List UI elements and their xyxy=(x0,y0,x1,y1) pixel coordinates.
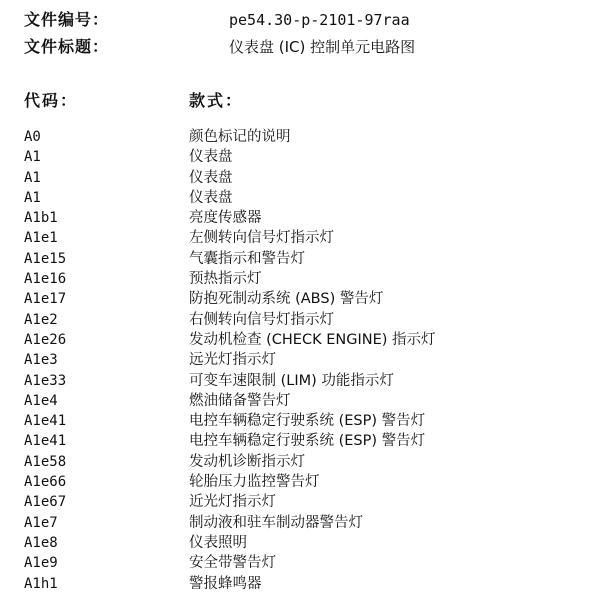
component-description: 颜色标记的说明 xyxy=(189,129,291,145)
component-description: 安全带警告灯 xyxy=(189,555,276,572)
doc-number-value: pe54.30-p-2101-97raa xyxy=(229,11,410,29)
component-description: 右侧转向信号灯指示灯 xyxy=(189,311,334,328)
list-item xyxy=(24,553,584,573)
component-description: 预热指示灯 xyxy=(189,271,262,288)
list-item xyxy=(24,168,584,188)
list-item xyxy=(24,513,584,533)
list-item xyxy=(24,188,584,208)
code-column-header: 代码： xyxy=(24,91,79,110)
component-description: 制动液和驻车制动器警告灯 xyxy=(189,514,363,531)
list-item xyxy=(24,431,584,451)
list-item xyxy=(24,452,584,472)
doc-number-label: 文件编号： xyxy=(24,10,110,29)
component-code: A1e41 xyxy=(24,433,67,450)
list-item xyxy=(24,147,584,167)
list-item xyxy=(24,269,584,289)
list-item xyxy=(24,310,584,330)
component-code: A1e9 xyxy=(24,555,58,572)
component-description: 气囊指示和警告灯 xyxy=(189,250,305,267)
component-code: A1e2 xyxy=(24,311,58,328)
component-list xyxy=(24,127,584,594)
component-code: A1e67 xyxy=(24,494,67,511)
list-item xyxy=(24,289,584,309)
list-item xyxy=(24,228,584,248)
component-description: 燃油储备警告灯 xyxy=(189,392,291,409)
component-code: A1e66 xyxy=(24,474,67,491)
component-description: 轮胎压力监控警告灯 xyxy=(189,474,320,491)
list-item xyxy=(24,249,584,269)
component-description: 近光灯指示灯 xyxy=(189,494,276,511)
component-code: A1e3 xyxy=(24,352,58,369)
component-code: A1 xyxy=(24,169,41,186)
component-description: 仪表盘 xyxy=(189,189,233,206)
doc-title-label: 文件标题： xyxy=(24,37,110,56)
component-description: 可变车速限制 (LIM) 功能指示灯 xyxy=(189,372,394,389)
list-item xyxy=(24,127,584,147)
list-item xyxy=(24,330,584,350)
component-code: A1 xyxy=(24,189,41,206)
component-description: 仪表盘 xyxy=(189,169,233,186)
list-item xyxy=(24,391,584,411)
list-item xyxy=(24,574,584,594)
component-code: A1e26 xyxy=(24,331,67,348)
item-column-header: 款式： xyxy=(189,91,244,110)
component-description: 警报蜂鸣器 xyxy=(189,575,262,592)
component-code: A1 xyxy=(24,149,41,166)
component-code: A1e41 xyxy=(24,413,67,430)
list-item xyxy=(24,492,584,512)
doc-title-value: 仪表盘 (IC) 控制单元电路图 xyxy=(229,38,416,56)
component-code: A1e33 xyxy=(24,372,67,389)
component-description: 远光灯指示灯 xyxy=(189,352,276,369)
component-code: A1e16 xyxy=(24,271,67,288)
list-item xyxy=(24,411,584,431)
column-headers xyxy=(24,90,584,112)
list-item xyxy=(24,371,584,391)
component-description: 电控车辆稳定行驶系统 (ESP) 警告灯 xyxy=(189,433,426,450)
component-code: A1e8 xyxy=(24,534,58,551)
component-code: A1e4 xyxy=(24,392,58,409)
list-item xyxy=(24,533,584,553)
component-code: A0 xyxy=(24,129,41,145)
list-item xyxy=(24,350,584,370)
component-description: 发动机检查 (CHECK ENGINE) 指示灯 xyxy=(189,331,436,348)
component-code: A1e7 xyxy=(24,514,58,531)
component-description: 发动机诊断指示灯 xyxy=(189,453,305,470)
component-description: 防抱死制动系统 (ABS) 警告灯 xyxy=(189,291,384,308)
component-code: A1e17 xyxy=(24,291,67,308)
list-item xyxy=(24,208,584,228)
component-code: A1e1 xyxy=(24,230,58,247)
component-description: 仪表盘 xyxy=(189,149,233,166)
component-code: A1b1 xyxy=(24,210,58,227)
component-code: A1e15 xyxy=(24,250,67,267)
component-description: 亮度传感器 xyxy=(189,210,262,227)
component-code: A1e58 xyxy=(24,453,67,470)
component-description: 左侧转向信号灯指示灯 xyxy=(189,230,334,247)
component-description: 电控车辆稳定行驶系统 (ESP) 警告灯 xyxy=(189,413,426,430)
list-item xyxy=(24,472,584,492)
component-description: 仪表照明 xyxy=(189,534,247,551)
component-code: A1h1 xyxy=(24,575,58,592)
